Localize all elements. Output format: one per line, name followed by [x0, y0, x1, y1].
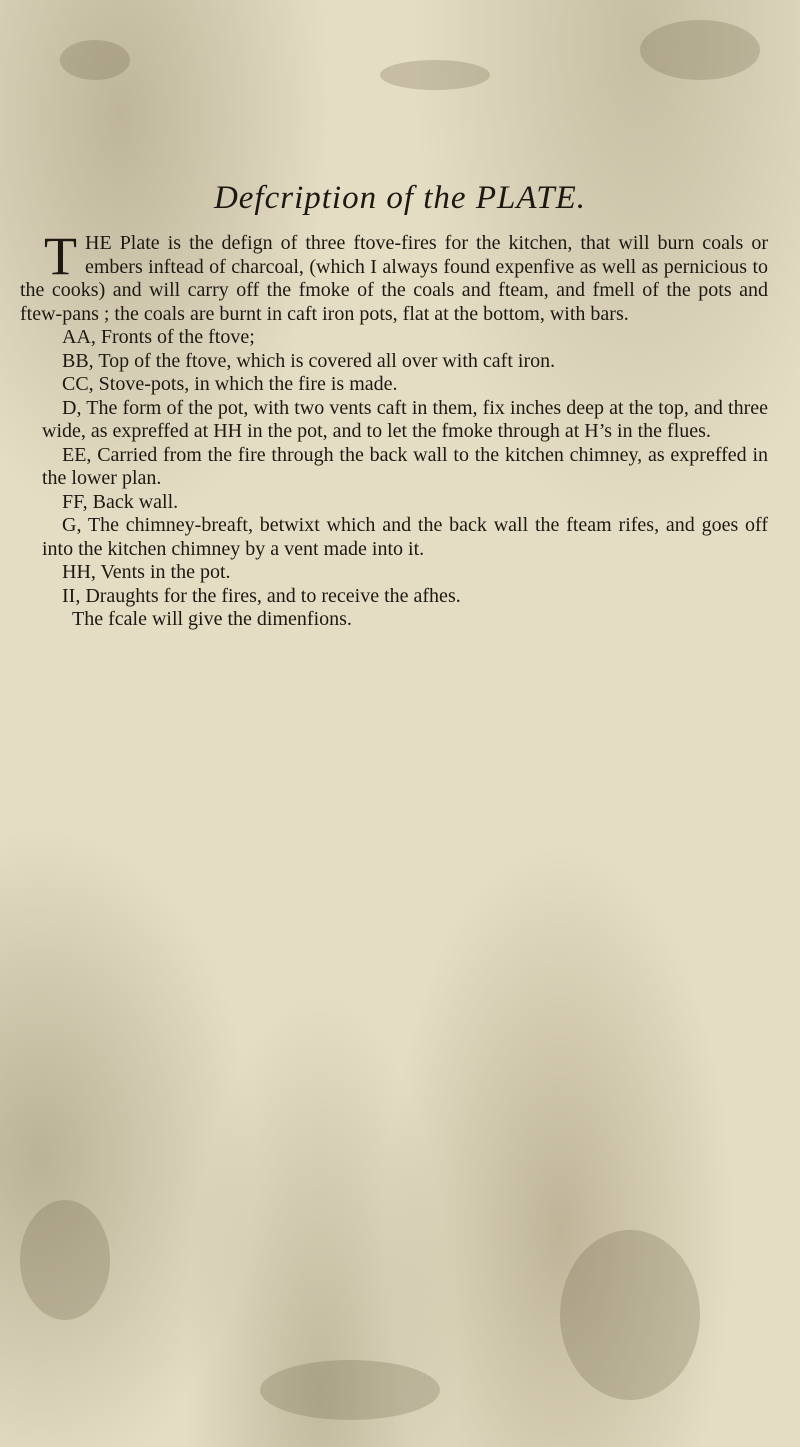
closing-line: The fcale will give the dimenfions. [72, 608, 352, 630]
item-text: II, Draughts for the fires, and to receive the afhes. [62, 584, 461, 607]
intro-text: HE Plate is the defign of three ftove-fires for the kitchen, that will burn coals or embers inftead of charcoal, (which I always found expenfive as well as pernicious to the cooks) and will carry off the fmoke of the coals and fteam, and fmell of the pots and ftew-pans ; the coals are burnt in caft iron pots, flat at the bottom, with bars. [20, 232, 768, 325]
item-text: HH, Vents in the pot. [62, 561, 231, 583]
plate-key-item [20, 350, 768, 374]
foxing-stain [260, 1360, 440, 1420]
plate-key-item [20, 397, 768, 444]
item-text: D, The form of the pot, with two vents caft in them, fix inches deep at the top, and three wide, as expreffed at HH in the pot, and to let the fmoke through at H’s in the flues. [42, 396, 768, 442]
foxing-stain [640, 20, 760, 80]
foxing-stain [560, 1230, 700, 1400]
plate-key-item [20, 514, 768, 561]
foxing-stain [20, 1200, 110, 1320]
plate-key-item [20, 491, 768, 515]
item-text: FF, Back wall. [62, 490, 179, 513]
description-text [20, 226, 768, 632]
plate-key-item [20, 444, 768, 491]
foxing-stain [380, 60, 490, 90]
item-text: CC, Stove-pots, in which the fire is made. [62, 373, 398, 395]
item-text: AA, Fronts of the ftove; [62, 326, 255, 348]
item-text: G, The chimney-breaft, betwixt which and the back wall the fteam rifes, and goes off into the kitchen chimney by a vent made into it. [42, 514, 768, 560]
plate-key-item [20, 585, 768, 609]
drop-cap: T [44, 226, 77, 286]
foxing-stain [60, 40, 130, 80]
page-title: Defcription of the PLATE. [213, 180, 587, 216]
plate-key-item [20, 326, 768, 350]
plate-key-item [20, 373, 768, 397]
item-text: EE, Carried from the fire through the back wall to the kitchen chimney, as expreffed in the lower plan. [42, 443, 768, 489]
item-text: BB, Top of the ftove, which is covered all over with caft iron. [62, 349, 556, 372]
plate-key-item [20, 561, 768, 585]
intro-paragraph [20, 226, 768, 326]
